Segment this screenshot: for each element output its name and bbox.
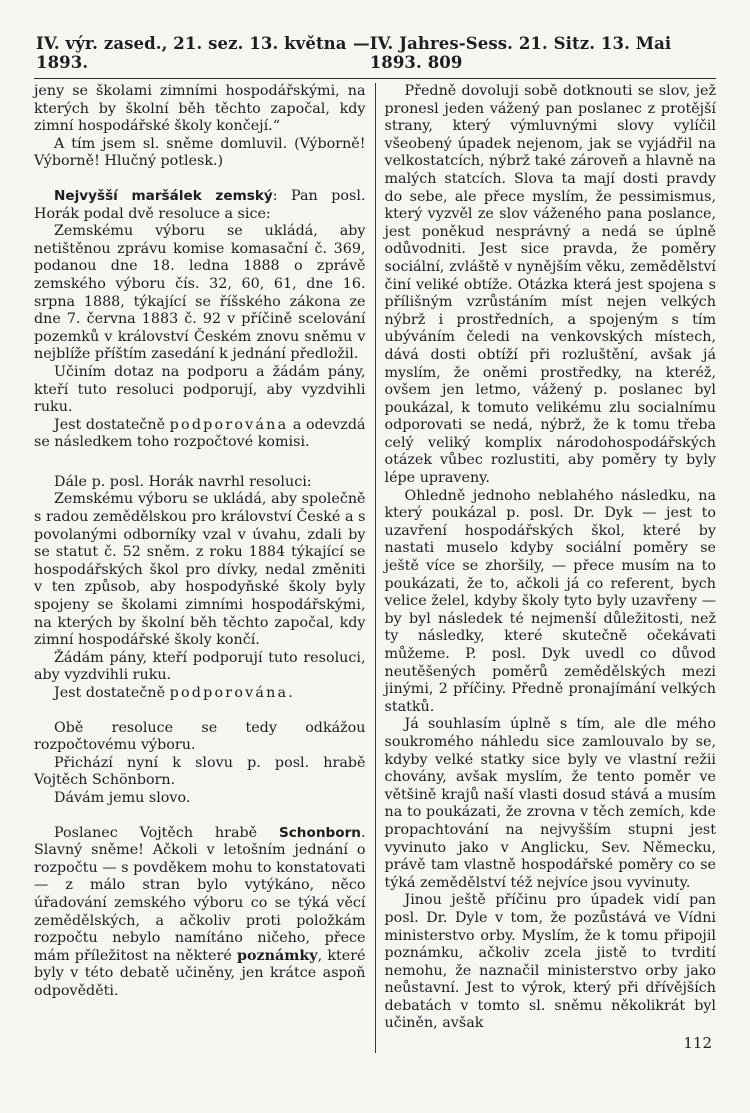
paragraph: Dávám jemu slovo.	[54, 789, 191, 806]
paragraph: jeny se školami zimními hospodářskými, na kterých by školní běh těchto započal, kdy zimní hospodářské školy končejí.“	[34, 83, 366, 135]
header-right-text: IV. Jahres-Sess. 21. Sitz. 13. Mai 1893.	[369, 34, 672, 72]
spaced-text: podporována	[169, 685, 289, 701]
paragraph: Dále p. posl. Horák navrhl resoluci:	[54, 473, 312, 490]
speaker-name: Nejvyšší maršálek zemský	[54, 187, 273, 204]
paragraph: Žádám pány, kteří podporují tuto resoluci, aby vyzdvihli ruku.	[34, 649, 366, 684]
paragraph: Zemskému výboru se ukládá, aby netištěnou zprávu komise komasační č. 369, podanou dne 18. ledna 1888 o zprávě zemského výboru čís. 32, 60, 61, dne 16. srpna 1888, týkající se říšského zákona ze dne 7. června 1883 č. 92 v příčině scelování pozemků v království Českém znovu sněmu v nejblíže příštím zasedání k jednání předložil.	[34, 223, 366, 363]
page-footer-number: 112	[683, 1034, 712, 1053]
paragraph	[34, 685, 366, 703]
paragraph: Zemskému výboru se ukládá, aby společně s radou zemědělskou pro království České a s povolanými odborníky vzal v úvahu, zdali by se statut č. 52 sněm. z roku 1884 týkající se hospodářských škol pro dívky, nedal změniti v ten způsob, aby hospodyňské školy byly spojeny se školami zimními hospodářskými, na kterých by školní běh těchto započal, kdy zimní hospodářské školy končí.	[34, 491, 366, 649]
text-run: . Slavný sněme! Ačkoli v letošním jednání o rozpočtu — s povděkem mohu to konstatovati — z málo stran bylo vytýkáno, něco úřadování zemského výboru co se týká věcí zemědělských, a ačkoliv proti položkám rozpočtu nebylo namítáno ničeho, přece mám příležitost na některé	[34, 824, 366, 964]
paragraph	[34, 825, 366, 1001]
text-run: a odevzdá se následkem toho rozpočtové komisi.	[34, 416, 366, 451]
two-column-body	[34, 83, 716, 1053]
paragraph: Předně dovoluji sobě dotknouti se slov, jež pronesl jeden vážený pan poslanec z protější strany, který výmluvnými slovy vylíčil všeobený úpadek nejenom, jak se vyjádřil na velkostatcích, nýbrž také zároveň a hlavně na malých statcích. Slova ta mají dosti pravdy do sebe, ale přece myslím, že pessimismus, který vyzvěl ze slov váženého pana poslance, jest poněkud nesprávný a nedá se úplně odůvodniti. Jest sice pravda, že poměry sociální, zvláště v nynějším věku, zemědělství činí veliké obtíže. Otázka která jest spojena s přílišným vzrůstáním míst nejen velkých nýbrž i prostředních, a spojeným s tím ubýváním čeledi na venkovských místech, dává dosti obtíží při rozluštění, avšak já myslím, že oněmi prostředky, na kteréž, ovšem jen letmo, vážený p. poslanec byl poukázal, k tomuto velikému zlu socialnímu odporovati se nedá, nýbrž, že k tomu třeba celý veliký komplix národohospodářských otázek vůbec rozlustiti, aby poměry ty byly lépe upraveny.	[384, 83, 716, 487]
right-column	[375, 83, 717, 1053]
text-run: .	[288, 685, 293, 701]
paragraph: A tím jsem sl. sněme domluvil. (Výborně! Výborně! Hlučný potlesk.)	[34, 135, 366, 170]
paragraph	[34, 188, 366, 223]
text-run: Poslanec Vojtěch hrabě	[54, 824, 279, 841]
header-right	[370, 34, 714, 72]
paragraph: Ohledně jednoho neblahého následku, na který poukázal p. posl. Dr. Dyk — jest to uzavření hospodářských škol, které by nastati muselo kdyby sociální poměry se ještě více se zhoršily, — přece musím na to poukázati, že to, ačkoli já co referent, bych velice želel, kdyby školy tyto byly uzavřeny — by byl následek té nejmenší důležitosti, než ty následky, které skutečně očekávati můžeme. P. posl. Dyk uvedl co důvod neutěšených poměrů zemědělských mezi jinými, 2 příčiny. Předně pronajímání velkých statků.	[384, 487, 716, 715]
header-dash: —	[353, 34, 370, 53]
speaker-name: Schonborn	[278, 824, 361, 841]
running-header	[34, 34, 716, 79]
text-run: Jest dostatečně	[54, 416, 170, 433]
speech-text: : Pan posl. Horák podal dvě resoluce a sice:	[34, 187, 366, 222]
paragraph: Já souhlasím úplně s tím, ale dle mého soukromého náhledu sice zamlouvalo by se, kdyby velké statky sice byly ve vlastní režii chovány, avšak myslím, že tento poměr ve většině krajů naší vlasti dosud stává a musím na to poukázati, že zrovna v těch zemích, kde propachtování na nejvyšším stupni jest vyvinuto jako v Anglicku, Sev. Německu, právě tam vlastně hospodářské poměry co se týká zemědělství též nejvíce jsou vyvinuty.	[384, 716, 716, 891]
bold-text: poznámky	[236, 947, 318, 964]
paragraph: Jinou ještě příčinu pro úpadek vidí pan posl. Dr. Dyle v tom, že pozůstává ve Vídni ministerstvo orby. Myslím, že k tomu připojil poznámku, ačkoliv zcela jistě to tvrdití nemohu, že naznačil ministerstvo orby jako neůstavní. Jest to výrok, který při dřívějších debatách v tomto sl. sněmu několikrát byl učiněn, avšak	[384, 892, 716, 1032]
left-column	[34, 83, 375, 1053]
header-page-number: 809	[427, 53, 463, 72]
paragraph: Učiním dotaz na podporu a žádám pány, kteří tuto resoluci podporují, aby vyzdvihli ruku.	[34, 363, 366, 416]
spaced-text: podporována	[169, 416, 289, 433]
paragraph	[34, 417, 366, 452]
text-run: , které byly v této debatě učiněny, jen krátce aspoň odpověděti.	[34, 947, 366, 999]
paragraph: Přichází nyní k slovu p. posl. hrabě Vojtěch Schönborn.	[34, 754, 366, 789]
text-run: Jest dostatečně	[54, 685, 170, 701]
paragraph: Obě resoluce se tedy odkážou rozpočtovému výboru.	[34, 719, 366, 754]
header-left: IV. výr. zased., 21. sez. 13. května 1893.	[36, 34, 347, 72]
